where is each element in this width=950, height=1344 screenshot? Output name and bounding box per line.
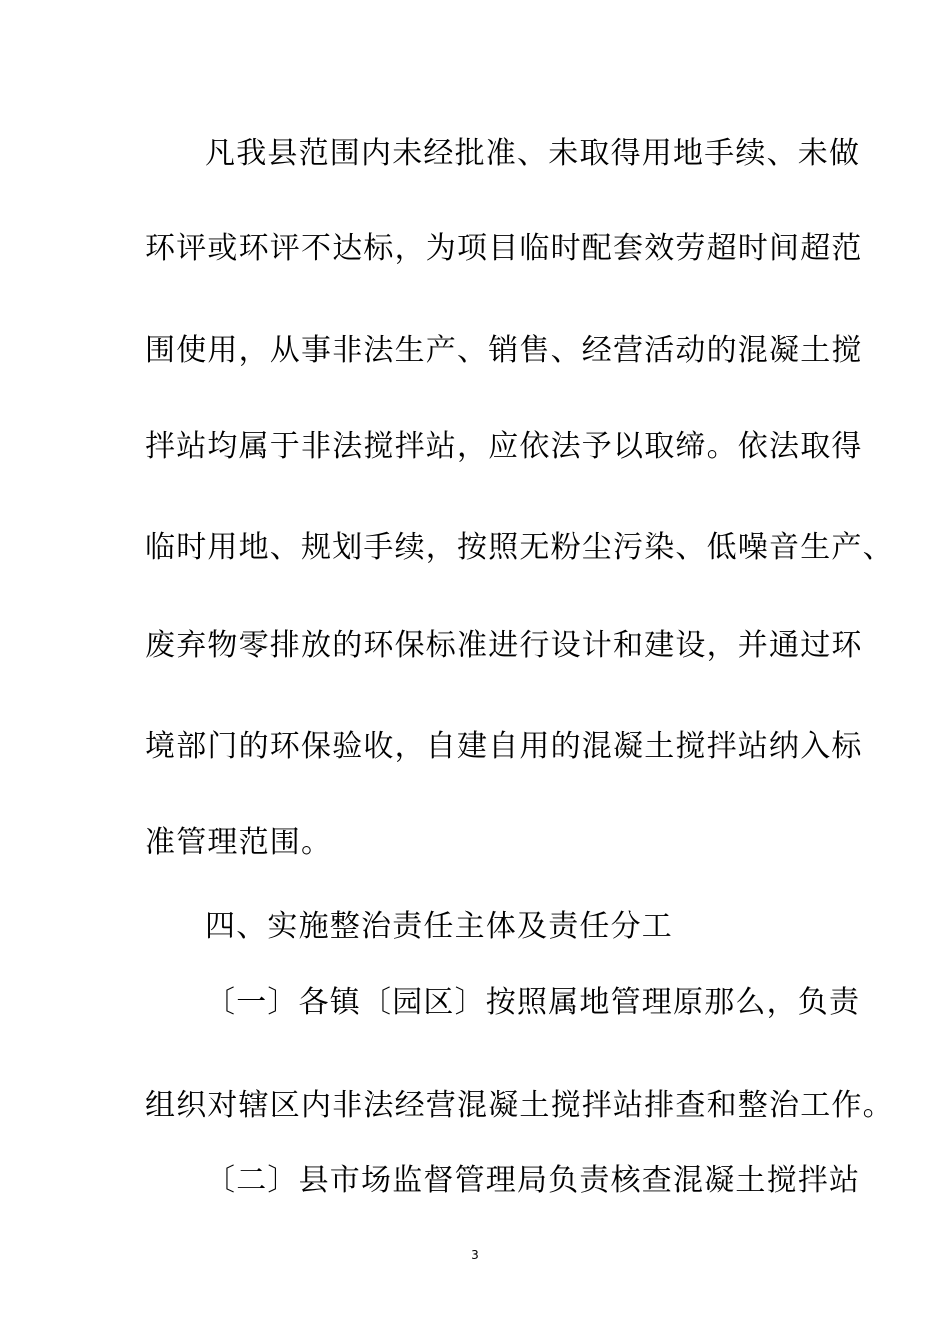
paragraph-line: 环评或环评不达标，为项目临时配套效劳超时间超范 — [145, 231, 863, 266]
paragraph-line: 准管理范围。 — [145, 825, 333, 860]
paragraph-line: 境部门的环保验收，自建自用的混凝土搅拌站纳入标 — [145, 729, 863, 764]
paragraph-line: 〔一〕各镇〔园区〕按照属地管理原那么，负责 — [205, 985, 861, 1020]
paragraph-line: 临时用地、规划手续，按照无粉尘污染、低噪音生产、 — [145, 530, 894, 565]
page-number: 3 — [471, 1248, 479, 1262]
paragraph-line: 〔二〕县市场监督管理局负责核查混凝土搅拌站 — [205, 1163, 861, 1198]
paragraph-line: 拌站均属于非法搅拌站，应依法予以取缔。依法取得 — [145, 429, 863, 464]
section-heading: 四、实施整治责任主体及责任分工 — [205, 909, 673, 944]
paragraph-line: 组织对辖区内非法经营混凝土搅拌站排查和整治工作。 — [145, 1088, 894, 1123]
paragraph-line: 凡我县范围内未经批准、未取得用地手续、未做 — [205, 136, 861, 171]
paragraph-line: 围使用，从事非法生产、销售、经营活动的混凝土搅 — [145, 333, 863, 368]
paragraph-line: 废弃物零排放的环保标准进行设计和建设，并通过环 — [145, 628, 863, 663]
